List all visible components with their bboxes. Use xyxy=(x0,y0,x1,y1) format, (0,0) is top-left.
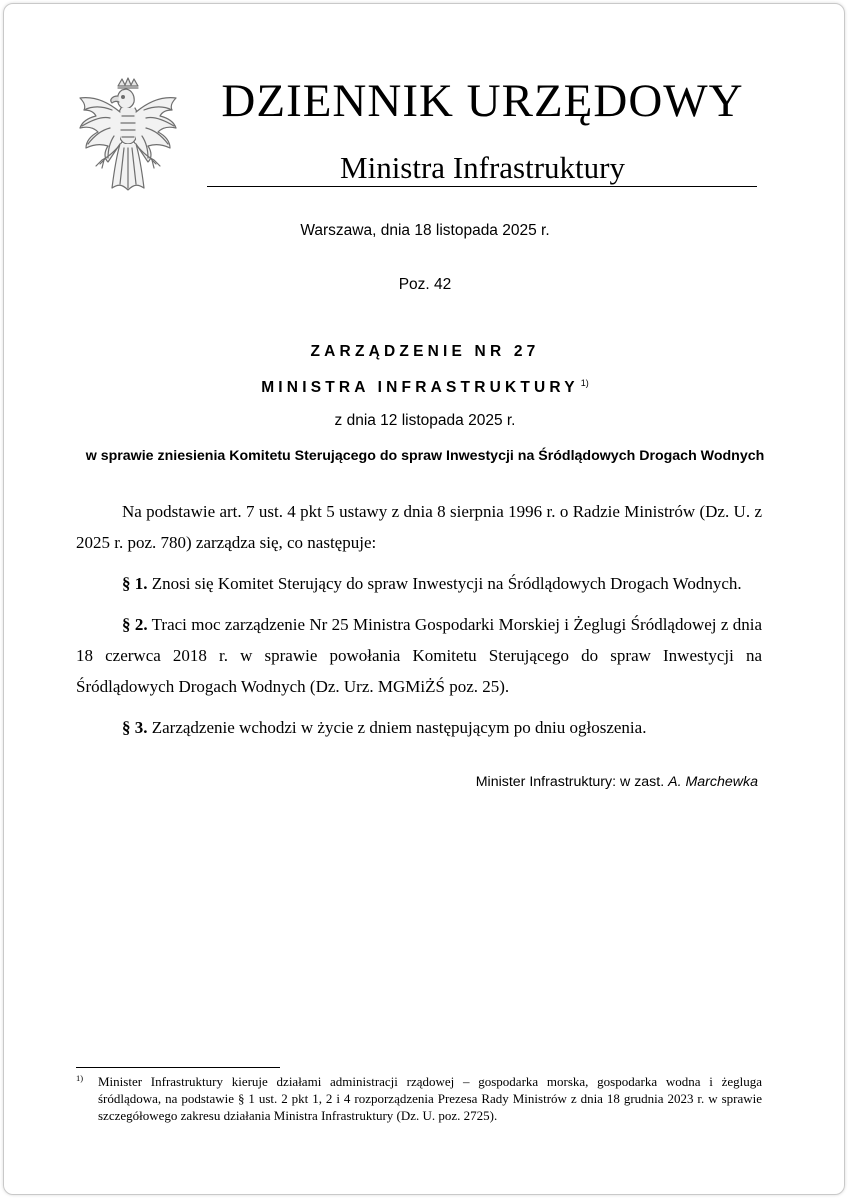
footnote xyxy=(76,1073,762,1124)
footnote-divider xyxy=(76,1067,280,1068)
journal-subtitle: Ministra Infrastruktury xyxy=(340,150,625,185)
paragraph-number: § 2. xyxy=(122,615,148,634)
signature-name: A. Marchewka xyxy=(668,774,758,790)
paragraph-text: Zarządzenie wchodzi w życie z dniem następującym po dniu ogłoszenia. xyxy=(151,718,647,737)
act-heading-issuer-text: MINISTRA INFRASTRUKTURY xyxy=(261,379,579,396)
signature-prefix: Minister Infrastruktury: w zast. xyxy=(475,774,665,790)
footnote-reference: 1) xyxy=(580,378,589,388)
paragraph-text: Znosi się Komitet Sterujący do spraw Inwestycji na Śródlądowych Drogach Wodnych. xyxy=(151,574,742,593)
header-divider xyxy=(207,186,757,187)
act-body xyxy=(76,496,762,743)
journal-title: DZIENNIK URZĘDOWY xyxy=(221,75,744,127)
footnote-mark: 1) xyxy=(76,1073,84,1083)
paragraph-1 xyxy=(76,568,762,599)
preamble: Na podstawie art. 7 ust. 4 pkt 5 ustawy z dnia 8 sierpnia 1996 r. o Radzie Ministrów (Dz. U. z 2025 r. poz. 780) zarządza się, co następuje: xyxy=(76,502,762,552)
paragraph-3 xyxy=(76,712,762,743)
signature xyxy=(476,774,758,790)
act-heading-issuer xyxy=(0,378,850,397)
footnote-text: Minister Infrastruktury kieruje działami administracji rządowej – gospodarka morska, gospodarka wodna i żegluga śródlądowa, na podstawie § 1 ust. 2 pkt 1, 2 i 4 rozporządzenia Prezesa Rady Ministrów z dnia 18 grudnia 2023 r. w sprawie szczegółowego zakresu działania Ministra Infrastruktury (Dz. U. poz. 2725). xyxy=(98,1074,762,1123)
act-subject: w sprawie zniesienia Komitetu Sterującego do spraw Inwestycji na Śródlądowych Drogach Wodnych xyxy=(85,448,765,464)
act-date: z dnia 12 listopada 2025 r. xyxy=(334,412,516,429)
paragraph-2 xyxy=(76,609,762,702)
paragraph-number: § 1. xyxy=(122,574,148,593)
polish-eagle-emblem-icon xyxy=(72,76,184,198)
position-number: Poz. 42 xyxy=(398,276,452,293)
place-date: Warszawa, dnia 18 listopada 2025 r. xyxy=(300,222,550,239)
paragraph-text: Traci moc zarządzenie Nr 25 Ministra Gospodarki Morskiej i Żeglugi Śródlądowej z dnia 18 czerwca 2018 r. w sprawie powołania Komitetu Sterującego do spraw Inwestycji na Śródlądowych Drogach Wodnych (Dz. Urz. MGMiŻŚ poz. 25). xyxy=(76,615,762,696)
act-heading-number: ZARZĄDZENIE NR 27 xyxy=(310,343,540,360)
paragraph-number: § 3. xyxy=(122,718,148,737)
